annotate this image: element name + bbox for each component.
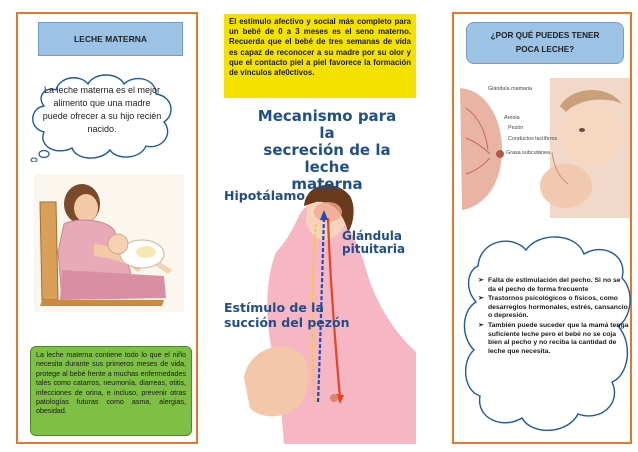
reason-text: Falta de estimulación del pecho. Si no se da el pecho de forma frecuente <box>488 277 621 293</box>
green-info-box: La leche materna contiene todo lo que el niño necesita durante sus primeros meses de vida, protege al bebé frente a muchas enfermedades tales como catarros, neumonía, diarreas, otitis, infecciones de orina, e incluso, prevenir otras patologías futuras como asma, alergias, obesidad. <box>30 346 192 436</box>
diagram-title <box>252 108 402 193</box>
reason-text: También puede suceder que la mamá tenga suficiente leche pero el bebé no se coja bien al pecho y no reciba la cantidad de leche que necesita. <box>488 321 629 355</box>
arrow-bullet-icon: ➢ <box>478 321 484 329</box>
mother-breastfeeding-illustration <box>34 174 184 312</box>
panel1-title: LECHE MATERNA <box>38 22 183 56</box>
label-estimulo-line2: succión del pezón <box>224 315 350 330</box>
reason-item <box>478 322 630 356</box>
yellow-info-box: El estímulo afectivo y social más completo para un bebé de 0 a 3 meses es el seno materno. Recuerda que el bebé de tres semanas de vida es capaz de reconocer a su madre por su olor y que el contacto piel a piel favorece la formación de vínculos afe0ctivos. <box>224 14 416 98</box>
label-glandula-line2: pituitaria <box>342 242 406 256</box>
diagram-title-line3: materna <box>291 175 363 193</box>
reason-item <box>478 295 630 321</box>
label-estimulo <box>224 300 350 330</box>
anatomy-labels <box>488 84 557 159</box>
reason-text: Trastornos psicológicos o físicos, como desarreglos hormonales, estrés, cansancio o depresión. <box>488 295 628 320</box>
arrow-bullet-icon: ➢ <box>478 295 484 303</box>
label-estimulo-line1: Estímulo de la <box>224 300 324 315</box>
label-glandula <box>342 230 405 256</box>
anatomy-label-2: Pezón <box>508 125 524 131</box>
anatomy-label-3: Conductos lactíferos <box>508 135 558 142</box>
reason-item <box>478 277 630 294</box>
why-title-line1: ¿POR QUÉ PUEDES TENER <box>490 31 600 40</box>
why-title-line2: POCA LECHE? <box>515 45 575 54</box>
arrow-bullet-icon: ➢ <box>478 277 484 284</box>
diagram-title-line2: secreción de la leche <box>263 141 391 176</box>
diagram-title-line1: Mecanismo para la <box>257 107 397 142</box>
cloud-text: La leche materna es el mejor alimento que una madre puede ofrecer a su hijo recién nacido. <box>42 85 162 134</box>
reasons-list <box>478 277 630 357</box>
label-glandula-line1: Glándula <box>342 229 402 243</box>
anatomy-label-4: Grasa subcutánea <box>506 150 551 156</box>
why-title-box <box>466 22 624 64</box>
thought-cloud <box>26 70 178 162</box>
anatomy-label-0: Glándula mamaria <box>488 86 533 92</box>
milk-secretion-diagram <box>224 102 416 444</box>
breast-anatomy-and-baby-photo <box>456 78 630 218</box>
label-hipotalamo: Hipotálamo <box>224 188 306 203</box>
anatomy-label-1: Areola <box>504 114 520 121</box>
